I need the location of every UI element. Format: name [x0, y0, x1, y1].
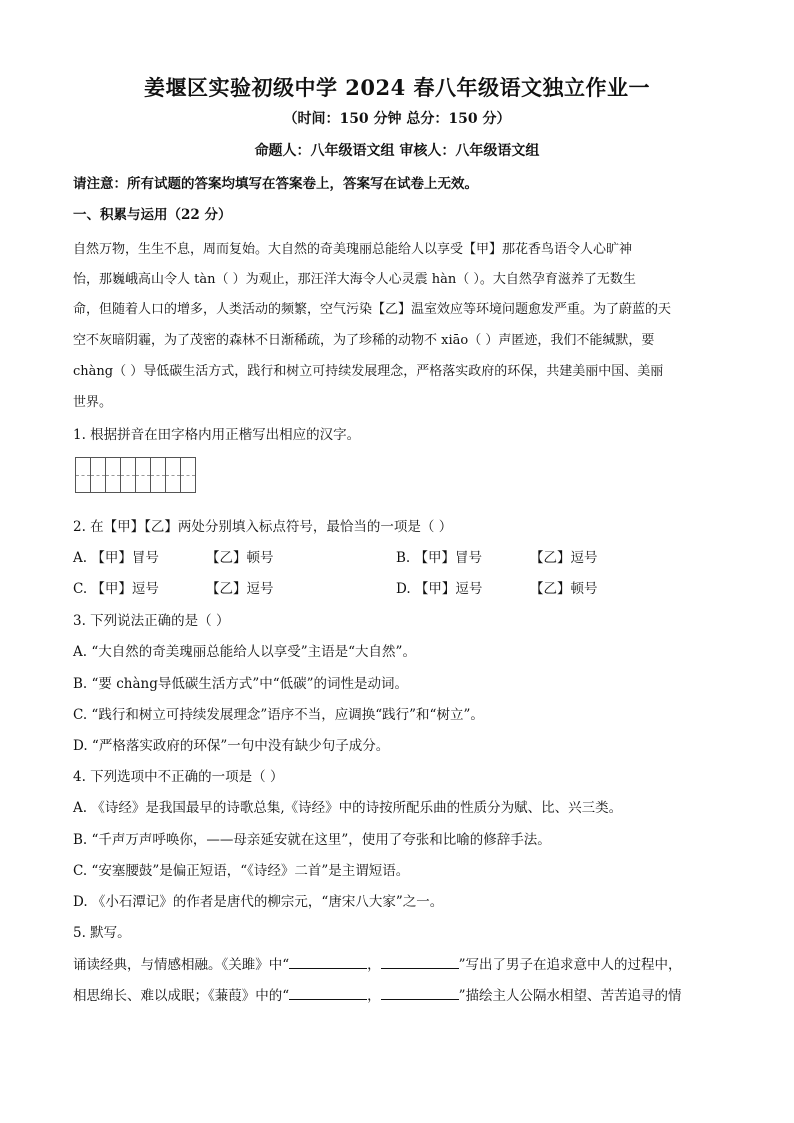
q2-option-a: A. 【甲】冒号 [73, 550, 159, 566]
question-3: 3. 下列说法正确的是（ ） [73, 613, 230, 629]
passage-line: 世界。 [73, 395, 113, 410]
question-2: 2. 在【甲】【乙】两处分别填入标点符号，最恰当的一项是（ ） [73, 519, 453, 535]
q2-option-a-second: 【乙】顿号 [206, 550, 274, 566]
answer-blank[interactable] [289, 956, 367, 969]
passage-line: 空不灰暗阴霾，为了茂密的森林不日渐稀疏，为了珍稀的动物不 xiāo（ ）声匿迹，我们不能缄默，要 [73, 333, 655, 348]
exam-time-score: （时间：150 分钟 总分：150 分） [283, 111, 511, 127]
question-1: 1. 根据拼音在田字格内用正楷写出相应的汉字。 [73, 427, 361, 443]
question-5: 5. 默写。 [73, 925, 131, 941]
passage-line: 自然万物，生生不息，周而复始。大自然的奇美瑰丽总能给人以享受【甲】那花香鸟语令人心旷神 [73, 242, 633, 257]
grid-cell[interactable] [150, 457, 166, 493]
grid-cell[interactable] [180, 457, 196, 493]
answer-blank[interactable] [381, 956, 459, 969]
q5-separator: ， [367, 957, 381, 973]
q3-option-b: B. “要 chàng导低碳生活方式”中“低碳”的词性是动词。 [73, 676, 409, 692]
grid-cell[interactable] [120, 457, 136, 493]
q2-option-c-second: 【乙】逗号 [206, 581, 274, 597]
q3-option-d: D. “严格落实政府的环保”一句中没有缺少句子成分。 [73, 738, 390, 754]
tianzige-grid[interactable] [76, 457, 196, 493]
q4-option-c: C. “安塞腰鼓”是偏正短语，“《诗经》二首”是主谓短语。 [73, 863, 410, 879]
question-4: 4. 下列选项中不正确的一项是（ ） [73, 769, 284, 785]
grid-cell[interactable] [135, 457, 151, 493]
q2-option-b: B. 【甲】冒号 [396, 550, 483, 566]
q2-option-d: D. 【甲】逗号 [396, 581, 483, 597]
q5-line-2 [73, 984, 723, 1004]
q4-option-d: D. 《小石潭记》的作者是唐代的柳宗元，“唐宋八大家”之一。 [73, 894, 444, 910]
q3-option-a: A. “大自然的奇美瑰丽总能给人以享受”主语是“大自然”。 [73, 644, 416, 660]
q5-line-2-text: 相思绵长、难以成眠；《蒹葭》中的“ [73, 988, 290, 1004]
q5-line-1 [73, 953, 723, 973]
q3-option-c: C. “践行和树立可持续发展理念”语序不当，应调换“践行”和“树立”。 [73, 707, 484, 723]
passage-line: chàng（ ）导低碳生活方式，践行和树立可持续发展理念，严格落实政府的环保，共建美丽中国、美丽 [73, 364, 664, 379]
answer-blank[interactable] [289, 987, 367, 1000]
grid-cell[interactable] [75, 457, 91, 493]
q4-option-a: A. 《诗经》是我国最早的诗歌总集,《诗经》中的诗按所配乐曲的性质分为赋、比、兴三类。 [73, 800, 623, 816]
q5-line-2-tail: ”描绘主人公隔水相望、苦苦追寻的情 [458, 988, 682, 1004]
passage-line: 怡，那巍峨高山令人 tàn（ ）为观止，那汪洋大海令人心灵震 hàn（ ）。大自然孕育滋养了无数生 [73, 272, 636, 287]
grid-cell[interactable] [105, 457, 121, 493]
q4-option-b: B. “千声万声呼唤你，——母亲延安就在这里”，使用了夸张和比喻的修辞手法。 [73, 832, 551, 848]
grid-cell[interactable] [165, 457, 181, 493]
passage-line: 命，但随着人口的增多，人类活动的频繁，空气污染【乙】温室效应等环境问题愈发严重。为了蔚蓝的天 [73, 302, 672, 317]
exam-notice: 请注意：所有试题的答案均填写在答案卷上，答案写在试卷上无效。 [73, 176, 478, 192]
page-title: 姜堰区实验初级中学 2024 春八年级语文独立作业一 [143, 75, 651, 100]
q2-option-b-second: 【乙】逗号 [530, 550, 598, 566]
exam-authors: 命题人：八年级语文组 审核人：八年级语文组 [254, 143, 540, 159]
q2-option-c: C. 【甲】逗号 [73, 581, 159, 597]
q5-separator: ， [367, 988, 381, 1004]
section-heading: 一、积累与运用（22 分） [73, 207, 232, 223]
q2-option-d-second: 【乙】顿号 [530, 581, 598, 597]
q5-line-1-text: 诵读经典，与情感相融。《关雎》中“ [73, 957, 290, 973]
q5-line-1-tail: ”写出了男子在追求意中人的过程中， [458, 957, 682, 973]
answer-blank[interactable] [381, 987, 459, 1000]
grid-cell[interactable] [90, 457, 106, 493]
